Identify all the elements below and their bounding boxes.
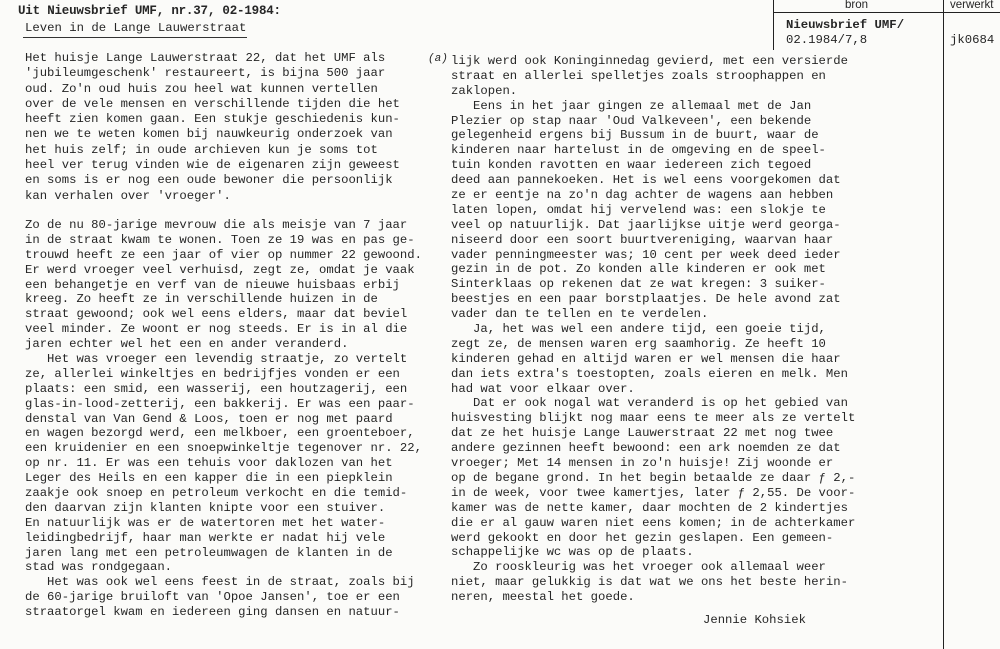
text-line: kamer was de nette kamer, daar mochten de 2 kindertjes bbox=[451, 500, 848, 515]
text-line: oud. Zo'n oud huis zou heel wat kunnen vertellen bbox=[25, 81, 378, 96]
text-line: zaakje ook snoep en petroleum verkocht en die temid- bbox=[25, 486, 408, 501]
text-line: gezin in de pot. Zo konden alle kinderen er ook met bbox=[451, 262, 826, 277]
text-line: werd gekookt en door het gezin geslapen. Een gemeen- bbox=[451, 530, 834, 545]
table-left-border bbox=[773, 0, 774, 50]
text-line: over de vele mensen en verschillende tijden die het bbox=[25, 96, 400, 111]
text-line: jaren echter wel het een en ander veranderd. bbox=[25, 337, 349, 352]
text-line: tuin konden ravotten en waar iedereen zich tegoed bbox=[451, 158, 812, 173]
text-line: Eens in het jaar gingen ze allemaal met de Jan bbox=[451, 98, 812, 113]
text-line: straatorgel kwam en iedereen ging dansen en natuur- bbox=[25, 605, 400, 620]
text-line: niseerd door een soort buurtvereniging, waarvan haar bbox=[451, 232, 834, 247]
text-line: heeft zien komen gaan. Een stukje geschiedenis kun- bbox=[25, 112, 400, 127]
text-line: ze, allerlei winkeltjes en bedrijfjes vonden er een bbox=[25, 366, 400, 381]
text-line: op de begane grond. In het begin betaalde ze daar ƒ 2,- bbox=[451, 470, 856, 485]
right-column-text bbox=[451, 54, 855, 605]
title-underline bbox=[23, 37, 247, 38]
text-line: jaren lang met een petroleumwagen de klanten in de bbox=[25, 545, 393, 560]
text-line: Leger des Heils en een kapper die in een piepklein bbox=[25, 471, 393, 486]
text-line: had wat voor elkaar over. bbox=[451, 381, 635, 396]
table-header-rule bbox=[773, 12, 1000, 13]
text-line: de 60-jarige bruiloft van 'Opoe Jansen', toe er een bbox=[25, 590, 400, 605]
table-column-divider bbox=[943, 0, 944, 649]
text-line: neren, meestal het goede. bbox=[451, 590, 635, 605]
text-line: Dat er ook nogal wat veranderd is op het gebied van bbox=[451, 396, 848, 411]
text-line: Zo rooskleurig was het vroeger ook allemaal weer bbox=[451, 560, 826, 575]
text-line: zegt ze, de mensen waren erg saamhorig. Ze heeft 10 bbox=[451, 336, 826, 351]
text-line: vroeger; Met 14 mensen in zo'n huisje! Zij woonde er bbox=[451, 456, 834, 471]
column-header-verwerkt: verwerkt bbox=[950, 0, 994, 11]
text-line: kinderen naar hartelust in de omgeving en de speel- bbox=[451, 143, 826, 158]
bron-line-2: 02.1984/7,8 bbox=[786, 33, 868, 47]
left-column-paragraph-1 bbox=[25, 51, 400, 204]
text-line: Het was ook wel eens feest in de straat, zoals bij bbox=[25, 575, 415, 590]
text-line: kreeg. Zo heeft ze in verschillende huizen in de bbox=[25, 292, 378, 307]
text-line: nen we te weten komen bij nauwkeurig onderzoek van bbox=[25, 127, 393, 142]
text-line: kinderen gehad en altijd waren er wel mensen die haar bbox=[451, 351, 841, 366]
text-line: een kruidenier en een snoepwinkeltje tegenover nr. 22, bbox=[25, 441, 422, 456]
text-line: veel minder. Ze woont er nog steeds. Er is in al die bbox=[25, 322, 408, 337]
text-line: straat gewoond; ook wel eens elders, maar dat beviel bbox=[25, 307, 408, 322]
text-line: trouwd heeft ze een jaar of vier op nummer 22 gewoond. bbox=[25, 247, 422, 262]
text-line: een behangetje en verf van de nieuwe huisbaas erbij bbox=[25, 277, 400, 292]
text-line: leidingbedrijf, haar man werkte er nadat hij vele bbox=[25, 530, 386, 545]
text-line: schappelijke wc was op de plaats. bbox=[451, 545, 694, 560]
bron-line-1: Nieuwsbrief UMF/ bbox=[786, 18, 905, 32]
text-line: lijk werd ook Koninginnedag gevierd, met een versierde bbox=[451, 54, 848, 68]
text-line: gelegenheid ergens bij Bussum in de buurt, waar de bbox=[451, 128, 819, 143]
text-line: den daarvan zijn klanten knipte voor een stuiver. bbox=[25, 500, 386, 515]
verwerkt-code: jk0684 bbox=[950, 33, 995, 47]
article-title: Leven in de Lange Lauwerstraat bbox=[25, 21, 247, 35]
text-line: en soms is er nog een oude bewoner die persoonlijk bbox=[25, 173, 393, 188]
text-line: vader penningmeester was; 10 cent per week deed ieder bbox=[451, 247, 841, 262]
text-line: dat ze het huisje Lange Lauwerstraat 22 met nog twee bbox=[451, 426, 834, 441]
text-line: deed aan pannekoeken. Het is wel eens voorgekomen dat bbox=[451, 173, 841, 188]
text-line: kan verhalen over 'vroeger'. bbox=[25, 188, 231, 203]
text-line: 'jubileumgeschenk' restaureert, is bijna 500 jaar bbox=[25, 66, 386, 81]
text-line: en wagen bezorgd werd, een melkboer, een groenteboer, bbox=[25, 426, 415, 441]
text-line: straat en allerlei spelletjes zoals stroophappen en bbox=[451, 68, 826, 83]
text-line: Het was vroeger een levendig straatje, zo vertelt bbox=[25, 352, 408, 367]
text-line: op nr. 11. Er was een tehuis voor daklozen van het bbox=[25, 456, 393, 471]
text-line: in de week, voor twee kamertjes, later ƒ 2,55. De voor- bbox=[451, 485, 856, 500]
text-line: dan iets extra's toestopten, zoals eieren en melk. Men bbox=[451, 366, 848, 381]
text-line: Sinterklaas op rekenen dat ze wat kregen: 3 suiker- bbox=[451, 277, 826, 292]
text-line: heel ver terug vinden wie de eigenaren zijn geweest bbox=[25, 158, 400, 173]
text-line: plaats: een smid, een wasserij, een houtzagerij, een bbox=[25, 381, 408, 396]
text-line: huisvesting blijkt nog maar eens te meer als ze vertelt bbox=[451, 411, 856, 426]
author-signature: Jennie Kohsiek bbox=[703, 613, 806, 627]
text-line: niet, maar gelukkig is dat wat we ons het beste herin- bbox=[451, 575, 848, 590]
text-line: laten lopen, omdat hij vervelend was: een slokje te bbox=[451, 202, 826, 217]
left-column-paragraph-2 bbox=[25, 218, 422, 620]
text-line: Ja, het was wel een andere tijd, een goeie tijd, bbox=[451, 322, 826, 337]
text-line: glas-in-lood-zetterij, een bakkerij. Er was een paar- bbox=[25, 396, 415, 411]
text-line: in de straat kwam te wonen. Toen ze 19 was en pas ge- bbox=[25, 232, 415, 247]
text-line: veel op natuurlijk. Dat jaarlijkse uitje werd georga- bbox=[451, 217, 841, 232]
text-line: ze er eentje na zo'n dag achter de wagens aan hebben bbox=[451, 188, 834, 203]
text-line: stad was rondgegaan. bbox=[25, 560, 173, 575]
text-line: andere gezinnen heeft bewoond: een ark noemden ze dat bbox=[451, 441, 841, 456]
text-line: Plezier op stap naar 'Oud Valkeveen', een bekende bbox=[451, 113, 812, 128]
source-reference: Uit Nieuwsbrief UMF, nr.37, 02-1984: bbox=[18, 4, 281, 18]
text-line: die er al gauw waren niet eens komen; in de achterkamer bbox=[451, 515, 856, 530]
column-header-bron: bron bbox=[845, 0, 869, 11]
text-line: zaklopen. bbox=[451, 83, 518, 98]
text-line: vader dan te tellen en te verdelen. bbox=[451, 307, 709, 322]
text-line: Zo de nu 80-jarige mevrouw die als meisje van 7 jaar bbox=[25, 218, 408, 232]
text-line: beestjes en een paar borstplaatjes. De hele avond zat bbox=[451, 292, 841, 307]
text-line: Er werd vroeger veel verhuisd, zegt ze, omdat je vaak bbox=[25, 262, 415, 277]
text-line: Het huisje Lange Lauwerstraat 22, dat het UMF als bbox=[25, 51, 386, 65]
handwritten-marker: (a) bbox=[428, 53, 448, 65]
text-line: En natuurlijk was er de watertoren met het water- bbox=[25, 515, 386, 530]
text-line: het huis zelf; in oude archieven kun je soms tot bbox=[25, 142, 378, 157]
text-line: denstal van Van Gend & Loos, toen er nog met paard bbox=[25, 411, 393, 426]
